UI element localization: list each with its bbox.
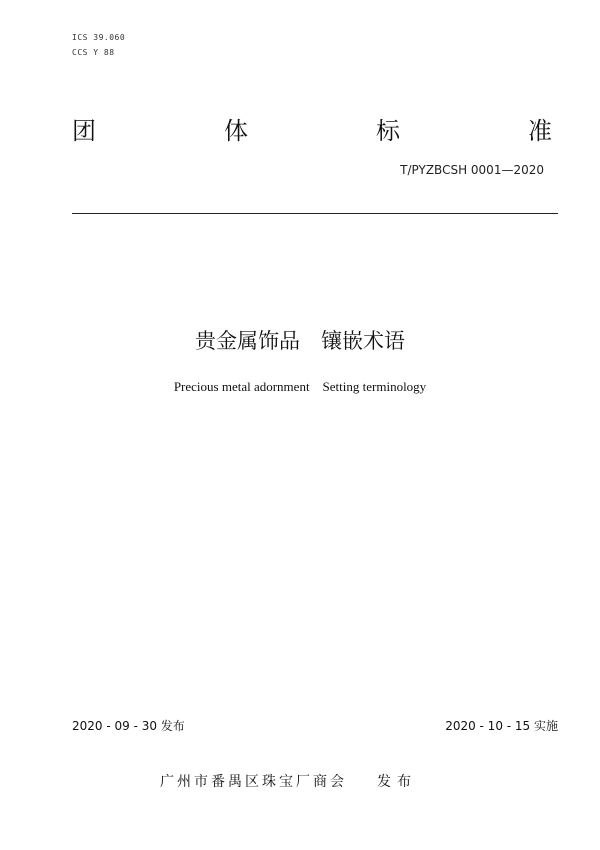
standard-type-char: 团 bbox=[72, 117, 96, 145]
publisher-line bbox=[160, 772, 417, 792]
classification-codes bbox=[72, 30, 125, 60]
ccs-code: CCS Y 88 bbox=[72, 48, 115, 57]
publish-label: 发布 bbox=[377, 774, 417, 790]
standard-type-char: 准 bbox=[528, 117, 552, 145]
publisher-name: 广州市番禺区珠宝厂商会 bbox=[160, 774, 347, 790]
standard-type-heading bbox=[72, 116, 552, 146]
document-title-chinese: 贵金属饰品 镶嵌术语 bbox=[195, 329, 405, 353]
issue-date: 2020 - 09 - 30 发布 bbox=[72, 719, 185, 733]
implementation-date: 2020 - 10 - 15 实施 bbox=[445, 719, 558, 733]
ics-code: ICS 39.060 bbox=[72, 33, 126, 42]
standard-type-char: 体 bbox=[224, 117, 248, 145]
standard-type-char: 标 bbox=[376, 117, 400, 145]
document-title-english: Precious metal adornment Setting terminology bbox=[173, 379, 427, 394]
header-divider bbox=[72, 213, 558, 214]
standard-number: T/PYZBCSH 0001—2020 bbox=[400, 163, 544, 177]
